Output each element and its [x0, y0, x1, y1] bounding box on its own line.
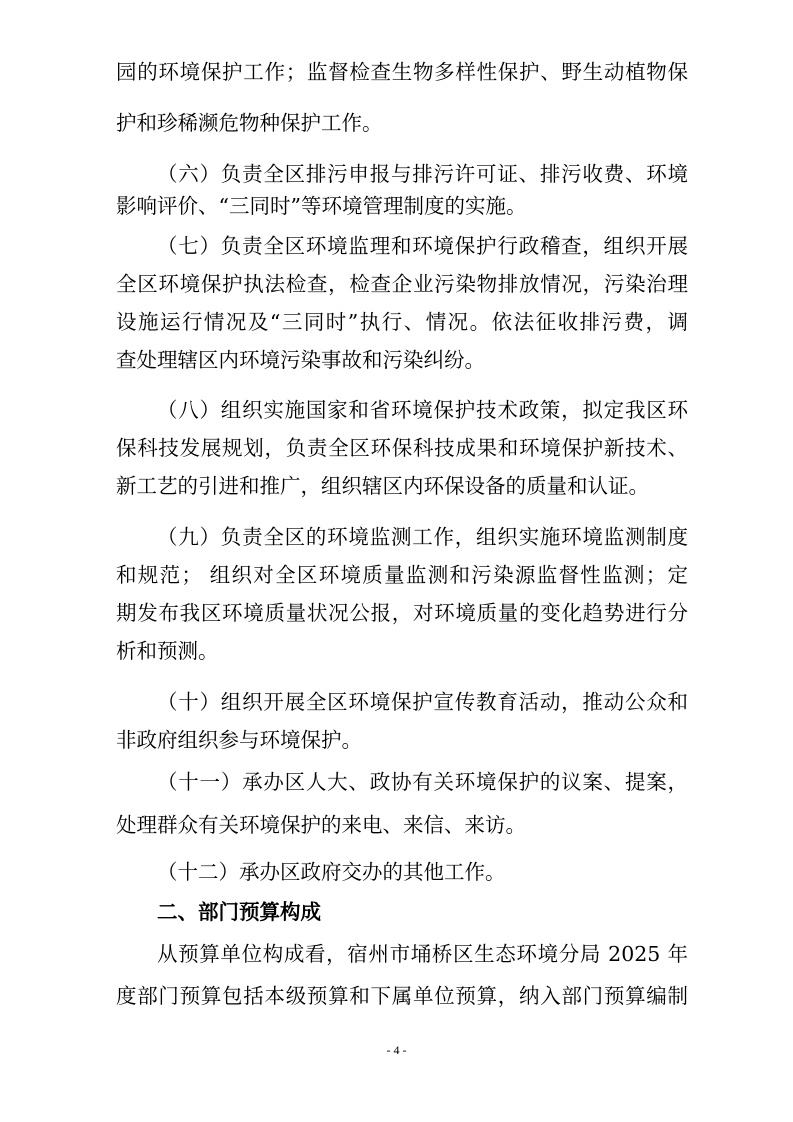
- text-line: （七）负责全区环境监理和环境保护行政稽查，组织开展: [157, 234, 688, 258]
- text-line: 新工艺的引进和推广，组织辖区内环保设备的质量和认证。: [116, 474, 649, 498]
- text-line: 非政府组织参与环境保护。: [116, 728, 362, 752]
- text-line: 全区环境保护执法检查，检查企业污染物排放情况，污染治理: [116, 272, 688, 296]
- text-line: 从预算单位构成看，宿州市埇桥区生态环境分局 2025 年: [157, 942, 688, 966]
- text-line: （十一）承办区人大、政协有关环境保护的议案、提案，: [157, 770, 688, 794]
- text-line: 处理群众有关环境保护的来电、来信、来访。: [116, 813, 526, 837]
- text-line: 期发布我区环境质量状况公报，对环境质量的变化趋势进行分: [116, 601, 688, 625]
- text-line: 度部门预算包括本级预算和下属单位预算，纳入部门预算编制: [116, 984, 688, 1008]
- text-line: 设施运行情况及“三同时”执行、情况。依法征收排污费，调: [116, 310, 688, 334]
- text-line: （八）组织实施国家和省环境保护技术政策，拟定我区环: [157, 398, 688, 422]
- section-heading: 二、部门预算构成: [157, 900, 321, 924]
- text-line: 析和预测。: [116, 639, 219, 663]
- text-line: 和规范； 组织对全区环境质量监测和污染源监督性监测；定: [116, 563, 688, 587]
- page-number: - 4 -: [386, 1043, 407, 1057]
- text-line: （九）负责全区的环境监测工作，组织实施环境监测制度: [157, 525, 688, 549]
- text-line: 护和珍稀濒危物种保护工作。: [116, 111, 383, 135]
- text-line: 保科技发展规划，负责全区环保科技成果和环境保护新技术、: [116, 436, 688, 460]
- text-line: （十）组织开展全区环境保护宣传教育活动，推动公众和: [157, 690, 688, 714]
- text-line: 园的环境保护工作；监督检查生物多样性保护、野生动植物保: [116, 60, 688, 84]
- text-line: （六）负责全区排污申报与排污许可证、排污收费、环境: [157, 162, 688, 186]
- text-line: 查处理辖区内环境污染事故和污染纠纷。: [116, 348, 485, 372]
- text-line: （十二）承办区政府交办的其他工作。: [157, 860, 506, 884]
- text-line: 影响评价、“三同时”等环境管理制度的实施。: [116, 194, 527, 218]
